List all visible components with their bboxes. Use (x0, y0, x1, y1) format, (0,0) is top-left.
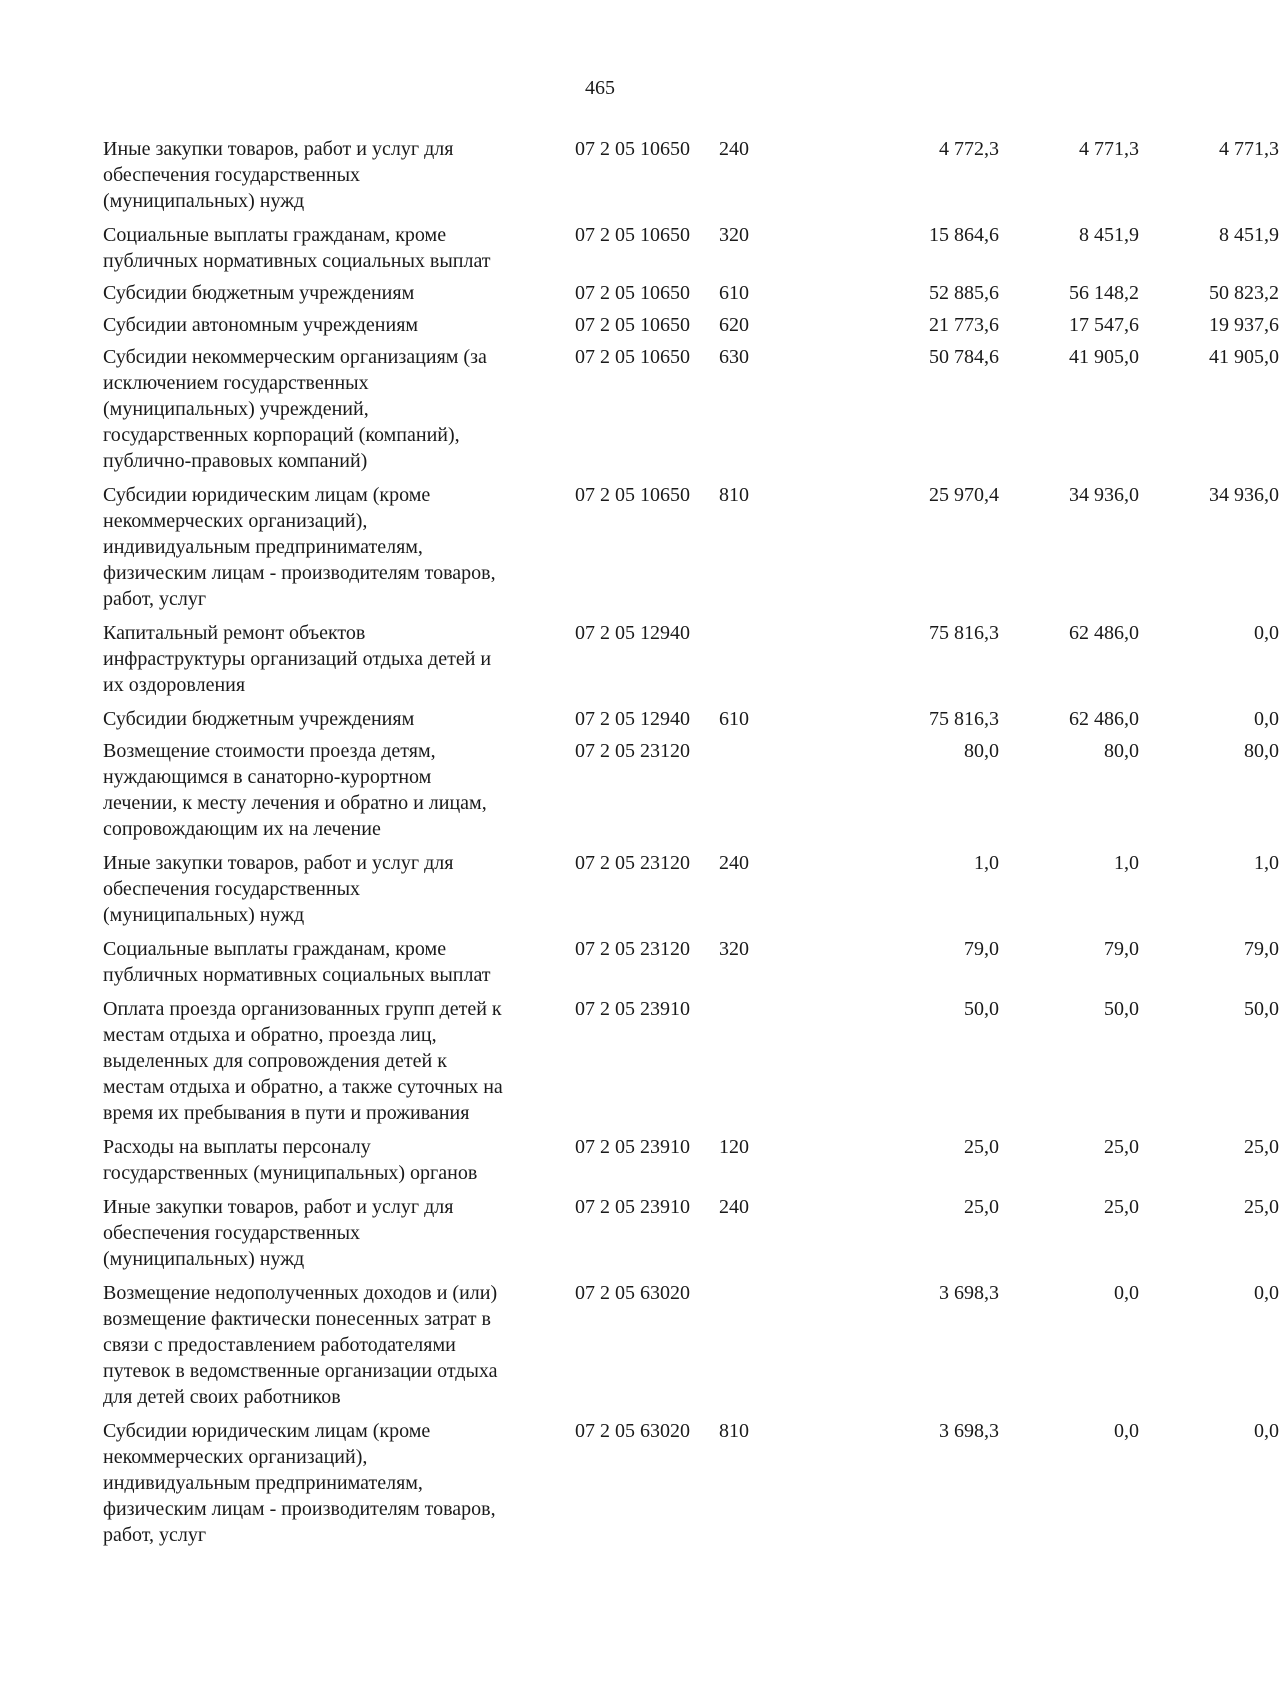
row-expense-type: 320 (719, 224, 749, 246)
table-row (103, 312, 1279, 338)
table-row (103, 936, 1279, 988)
row-name-line: физическим лицам - производителям товаров, (103, 1498, 496, 1520)
row-name (103, 312, 558, 338)
row-name-line: (муниципальных) нужд (103, 190, 305, 212)
row-name-line: Оплата проезда организованных групп детей к (103, 998, 502, 1020)
row-name-line: исключением государственных (103, 372, 369, 394)
row-name-line: государственных (муниципальных) органов (103, 1162, 478, 1184)
row-value-3: 80,0 (1244, 740, 1279, 762)
row-code: 07 2 05 10650 (575, 138, 690, 160)
row-value-2: 1,0 (1114, 852, 1139, 874)
row-value-3: 25,0 (1244, 1196, 1279, 1218)
row-expense-type: 240 (719, 138, 749, 160)
row-name-line: Капитальный ремонт объектов (103, 622, 366, 644)
row-name-line: Социальные выплаты гражданам, кроме (103, 224, 447, 246)
row-name-line: обеспечения государственных (103, 1222, 361, 1244)
row-name-line: (муниципальных) учреждений, (103, 398, 369, 420)
row-name-line: нуждающимся в санаторно-курортном (103, 766, 432, 788)
row-code: 07 2 05 23910 (575, 998, 690, 1020)
row-value-2: 25,0 (1104, 1196, 1139, 1218)
row-name-line: Возмещение стоимости проезда детям, (103, 740, 436, 762)
row-expense-type: 610 (719, 708, 749, 730)
row-code: 07 2 05 10650 (575, 484, 690, 506)
row-value-2: 50,0 (1104, 998, 1139, 1020)
table-row (103, 1280, 1279, 1410)
row-value-3: 8 451,9 (1219, 224, 1279, 246)
row-value-3: 0,0 (1254, 708, 1279, 730)
row-value-2: 8 451,9 (1079, 224, 1139, 246)
row-value-2: 25,0 (1104, 1136, 1139, 1158)
row-name-line: Субсидии бюджетным учреждениям (103, 708, 415, 730)
row-name-line: их оздоровления (103, 674, 246, 696)
row-name-line: Субсидии бюджетным учреждениям (103, 282, 415, 304)
row-value-1: 25,0 (964, 1136, 999, 1158)
budget-table (103, 136, 1279, 1548)
row-value-1: 50 784,6 (929, 346, 999, 368)
row-name-line: Социальные выплаты гражданам, кроме (103, 938, 447, 960)
row-name-line: (муниципальных) нужд (103, 904, 305, 926)
row-code: 07 2 05 23910 (575, 1136, 690, 1158)
row-expense-type: 120 (719, 1136, 749, 1158)
row-value-1: 3 698,3 (939, 1282, 999, 1304)
row-name (103, 1134, 558, 1186)
row-name (103, 1280, 558, 1410)
table-row (103, 1418, 1279, 1548)
row-value-1: 1,0 (974, 852, 999, 874)
row-code: 07 2 05 12940 (575, 708, 690, 730)
row-value-2: 0,0 (1114, 1420, 1139, 1442)
row-code: 07 2 05 10650 (575, 314, 690, 336)
row-value-2: 41 905,0 (1069, 346, 1139, 368)
row-name-line: Субсидии юридическим лицам (кроме (103, 484, 431, 506)
row-name-line: местам отдыха и обратно, а также суточных на (103, 1076, 503, 1098)
row-expense-type: 240 (719, 852, 749, 874)
row-code: 07 2 05 23120 (575, 740, 690, 762)
row-name (103, 996, 558, 1126)
row-value-2: 0,0 (1114, 1282, 1139, 1304)
row-name (103, 136, 558, 214)
row-name (103, 344, 558, 474)
row-value-3: 50 823,2 (1209, 282, 1279, 304)
row-name-line: для детей своих работников (103, 1386, 341, 1408)
row-value-3: 4 771,3 (1219, 138, 1279, 160)
row-value-3: 25,0 (1244, 1136, 1279, 1158)
row-code: 07 2 05 10650 (575, 224, 690, 246)
table-row (103, 850, 1279, 928)
row-expense-type: 240 (719, 1196, 749, 1218)
row-name-line: сопровождающим их на лечение (103, 818, 381, 840)
table-row (103, 482, 1279, 612)
row-value-1: 4 772,3 (939, 138, 999, 160)
row-code: 07 2 05 23910 (575, 1196, 690, 1218)
row-code: 07 2 05 63020 (575, 1420, 690, 1442)
row-expense-type: 630 (719, 346, 749, 368)
row-value-3: 1,0 (1254, 852, 1279, 874)
row-value-1: 21 773,6 (929, 314, 999, 336)
row-name-line: публичных нормативных социальных выплат (103, 250, 491, 272)
row-name-line: обеспечения государственных (103, 164, 361, 186)
row-name (103, 620, 558, 698)
row-code: 07 2 05 12940 (575, 622, 690, 644)
row-value-1: 25,0 (964, 1196, 999, 1218)
row-code: 07 2 05 23120 (575, 938, 690, 960)
row-name (103, 280, 558, 306)
row-value-1: 50,0 (964, 998, 999, 1020)
row-name-line: местам отдыха и обратно, проезда лиц, (103, 1024, 437, 1046)
row-value-2: 80,0 (1104, 740, 1139, 762)
row-name (103, 222, 558, 274)
row-name-line: Иные закупки товаров, работ и услуг для (103, 138, 454, 160)
row-expense-type: 610 (719, 282, 749, 304)
table-row (103, 136, 1279, 214)
row-value-3: 50,0 (1244, 998, 1279, 1020)
row-name (103, 1418, 558, 1548)
row-name-line: (муниципальных) нужд (103, 1248, 305, 1270)
row-name (103, 850, 558, 928)
row-value-2: 62 486,0 (1069, 622, 1139, 644)
row-value-3: 19 937,6 (1209, 314, 1279, 336)
table-row (103, 996, 1279, 1126)
row-name-line: работ, услуг (103, 588, 207, 610)
row-value-1: 75 816,3 (929, 708, 999, 730)
table-row (103, 620, 1279, 698)
row-name-line: путевок в ведомственные организации отдыха (103, 1360, 498, 1382)
row-expense-type: 320 (719, 938, 749, 960)
row-name-line: работ, услуг (103, 1524, 207, 1546)
table-row (103, 222, 1279, 274)
row-name-line: выделенных для сопровождения детей к (103, 1050, 447, 1072)
row-value-1: 52 885,6 (929, 282, 999, 304)
row-value-2: 79,0 (1104, 938, 1139, 960)
page-number: 465 (585, 77, 615, 99)
table-row (103, 1134, 1279, 1186)
row-value-3: 41 905,0 (1209, 346, 1279, 368)
row-name-line: индивидуальным предпринимателям, (103, 1472, 423, 1494)
row-value-3: 34 936,0 (1209, 484, 1279, 506)
row-value-3: 0,0 (1254, 1282, 1279, 1304)
row-name-line: Расходы на выплаты персоналу (103, 1136, 371, 1158)
row-name (103, 738, 558, 842)
table-row (103, 1194, 1279, 1272)
row-name-line: возмещение фактически понесенных затрат в (103, 1308, 491, 1330)
row-value-3: 0,0 (1254, 1420, 1279, 1442)
row-name-line: инфраструктуры организаций отдыха детей и (103, 648, 492, 670)
table-row (103, 280, 1279, 306)
row-name-line: связи с предоставлением работодателями (103, 1334, 456, 1356)
row-name-line: индивидуальным предпринимателям, (103, 536, 423, 558)
row-code: 07 2 05 10650 (575, 346, 690, 368)
row-value-1: 75 816,3 (929, 622, 999, 644)
row-value-1: 3 698,3 (939, 1420, 999, 1442)
row-value-1: 15 864,6 (929, 224, 999, 246)
row-name (103, 482, 558, 612)
row-name (103, 706, 558, 732)
row-name-line: публичных нормативных социальных выплат (103, 964, 491, 986)
row-name-line: обеспечения государственных (103, 878, 361, 900)
row-name-line: физическим лицам - производителям товаров, (103, 562, 496, 584)
row-name-line: государственных корпораций (компаний), (103, 424, 460, 446)
row-name-line: Иные закупки товаров, работ и услуг для (103, 852, 454, 874)
row-code: 07 2 05 10650 (575, 282, 690, 304)
row-expense-type: 810 (719, 1420, 749, 1442)
row-expense-type: 620 (719, 314, 749, 336)
row-value-3: 0,0 (1254, 622, 1279, 644)
row-value-1: 79,0 (964, 938, 999, 960)
row-value-1: 25 970,4 (929, 484, 999, 506)
row-name (103, 1194, 558, 1272)
row-name-line: время их пребывания в пути и проживания (103, 1102, 470, 1124)
row-value-1: 80,0 (964, 740, 999, 762)
table-row (103, 706, 1279, 732)
row-name-line: некоммерческих организаций), (103, 1446, 368, 1468)
row-name-line: лечении, к месту лечения и обратно и лицам, (103, 792, 487, 814)
row-name-line: Субсидии юридическим лицам (кроме (103, 1420, 431, 1442)
row-name-line: Субсидии некоммерческим организациям (за (103, 346, 487, 368)
row-name (103, 936, 558, 988)
row-value-2: 34 936,0 (1069, 484, 1139, 506)
row-name-line: Иные закупки товаров, работ и услуг для (103, 1196, 454, 1218)
row-code: 07 2 05 23120 (575, 852, 690, 874)
row-name-line: Субсидии автономным учреждениям (103, 314, 419, 336)
row-value-2: 17 547,6 (1069, 314, 1139, 336)
row-value-2: 62 486,0 (1069, 708, 1139, 730)
row-name-line: некоммерческих организаций), (103, 510, 368, 532)
table-row (103, 738, 1279, 842)
row-value-2: 56 148,2 (1069, 282, 1139, 304)
row-name-line: Возмещение недополученных доходов и (или) (103, 1282, 498, 1304)
table-row (103, 344, 1279, 474)
row-expense-type: 810 (719, 484, 749, 506)
row-value-3: 79,0 (1244, 938, 1279, 960)
row-code: 07 2 05 63020 (575, 1282, 690, 1304)
row-value-2: 4 771,3 (1079, 138, 1139, 160)
row-name-line: публично-правовых компаний) (103, 450, 368, 472)
